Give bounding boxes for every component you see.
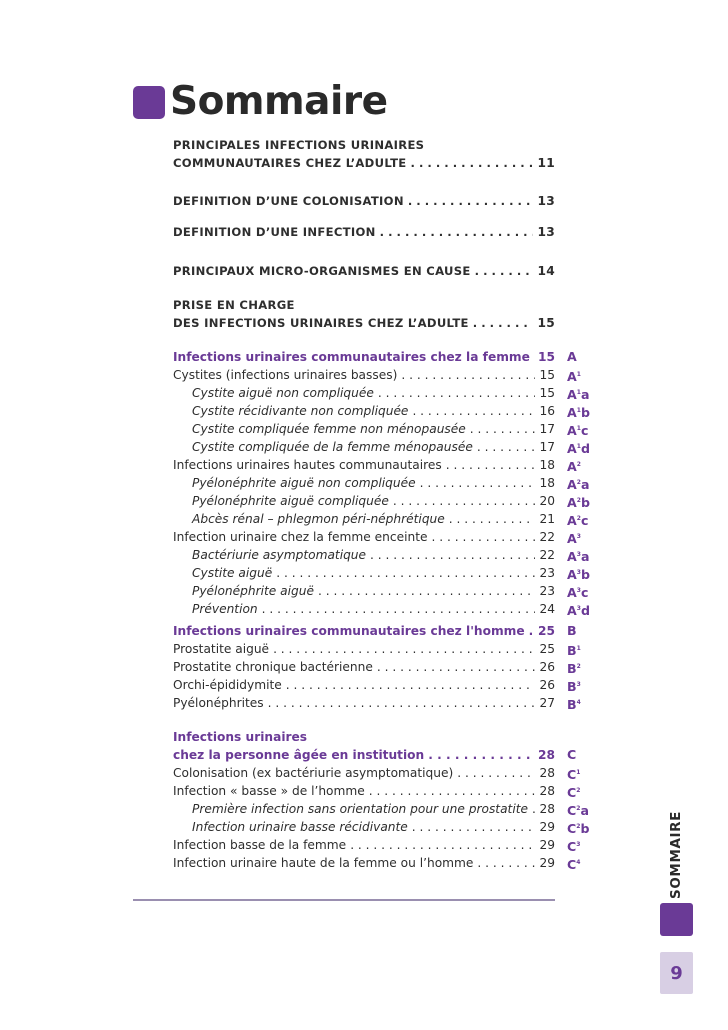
section-code-letter: C xyxy=(567,747,577,762)
section-code xyxy=(567,348,577,366)
section-code-number: 2 xyxy=(576,497,581,504)
toc-entry-title: DEFINITION D’UNE COLONISATION xyxy=(173,194,404,208)
section-code xyxy=(567,782,580,802)
section-code-letter: B xyxy=(567,679,577,694)
toc-entry-page: 18 xyxy=(539,458,555,472)
section-code-suffix: d xyxy=(580,441,590,456)
toc-leader-dots xyxy=(370,546,535,564)
section-code-number: 3 xyxy=(576,569,581,576)
section-code-letter: B xyxy=(567,697,577,712)
toc-leader-dots xyxy=(449,510,536,528)
section-code xyxy=(567,640,581,660)
toc-entry-page: 15 xyxy=(539,368,555,382)
toc-entry xyxy=(173,600,555,618)
toc-leader-dots xyxy=(420,474,536,492)
toc-entry xyxy=(173,676,555,694)
toc-entry-title: Pyélonéphrite aiguë non compliquée xyxy=(192,476,416,490)
section-code-number: 3 xyxy=(576,533,581,540)
section-code-suffix: a xyxy=(580,549,590,564)
toc-entry-title: Pyélonéphrite aiguë compliquée xyxy=(192,494,389,508)
toc-entry xyxy=(173,782,555,800)
toc-leader-dots xyxy=(477,438,536,456)
section-code-letter: A xyxy=(567,441,577,456)
section-code xyxy=(567,676,581,696)
toc-leader-dots xyxy=(473,314,534,332)
toc-entry-page: 17 xyxy=(539,440,555,454)
toc-leader-dots xyxy=(369,782,536,800)
toc-entry-page: 15 xyxy=(538,350,555,364)
section-code-number: 2 xyxy=(576,663,581,670)
toc-entry xyxy=(173,818,555,836)
section-code-number: 1 xyxy=(576,769,581,776)
toc-entry-title: Prévention xyxy=(192,602,258,616)
toc-entry xyxy=(173,384,555,402)
section-code xyxy=(567,492,590,512)
toc-entry xyxy=(173,223,555,241)
toc-entry-page: 20 xyxy=(539,494,555,508)
toc-leader-dots xyxy=(378,384,536,402)
toc-entry xyxy=(173,420,555,438)
section-code-number: 3 xyxy=(576,605,581,612)
side-label: SOMMAIRE xyxy=(668,811,684,899)
section-code-number: 3 xyxy=(576,587,581,594)
toc-entry-title: Infections urinaires communautaires chez la femme xyxy=(173,350,530,364)
section-code-suffix: b xyxy=(580,567,590,582)
section-code xyxy=(567,546,589,566)
section-code-number: 1 xyxy=(576,443,581,450)
toc-leader-dots xyxy=(268,694,536,712)
toc-entry xyxy=(173,800,555,818)
toc-leader-dots xyxy=(262,600,536,618)
section-code xyxy=(567,384,589,404)
section-code-letter: A xyxy=(567,603,577,618)
toc-entry-title: COMMUNAUTAIRES CHEZ L’ADULTE xyxy=(173,156,407,170)
section-code xyxy=(567,438,590,458)
toc-entry xyxy=(173,492,555,510)
toc-leader-dots xyxy=(475,262,534,280)
toc-entry xyxy=(173,728,555,746)
section-code-number: 2 xyxy=(576,515,581,522)
section-code-suffix: a xyxy=(580,803,589,818)
toc-leader-dots xyxy=(446,456,536,474)
toc-entry-page: 25 xyxy=(539,642,555,656)
toc-entry xyxy=(173,564,555,582)
toc-entry-title: chez la personne âgée en institution xyxy=(173,748,425,762)
toc-entry xyxy=(173,622,555,640)
toc-leader-dots xyxy=(411,154,534,172)
toc-entry-page: 18 xyxy=(539,476,555,490)
section-code-letter: A xyxy=(567,387,577,402)
title-square-icon xyxy=(133,86,165,119)
toc-entry xyxy=(173,746,555,764)
section-code-suffix: c xyxy=(580,423,589,438)
toc-leader-dots xyxy=(412,402,535,420)
toc-entry-title: Infections urinaires communautaires chez l'homme xyxy=(173,624,525,638)
toc-leader-dots xyxy=(529,622,534,640)
section-code-letter: C xyxy=(567,767,577,782)
section-code-letter: A xyxy=(567,369,577,384)
toc-entry xyxy=(173,438,555,456)
section-code-letter: A xyxy=(567,459,577,474)
page-number-box xyxy=(660,952,693,994)
section-code-number: 4 xyxy=(576,859,581,866)
section-code-suffix: b xyxy=(580,405,590,420)
section-code xyxy=(567,600,590,620)
section-code xyxy=(567,528,581,548)
toc-entry-page: 13 xyxy=(537,194,555,208)
toc-entry-page: 14 xyxy=(537,264,555,278)
toc-entry-page: 22 xyxy=(539,548,555,562)
toc-entry-page: 15 xyxy=(539,386,555,400)
toc-entry-title: Prostatite chronique bactérienne xyxy=(173,660,373,674)
toc-entry xyxy=(173,402,555,420)
toc-entry-title: Bactériurie asymptomatique xyxy=(192,548,367,562)
toc-entry xyxy=(173,192,555,210)
section-code-suffix: c xyxy=(580,513,589,528)
toc-leader-dots xyxy=(377,658,536,676)
toc-leader-dots xyxy=(380,223,534,241)
toc-entry xyxy=(173,296,555,314)
section-code-suffix: a xyxy=(580,387,590,402)
section-code xyxy=(567,366,581,386)
toc-leader-dots xyxy=(477,854,535,872)
toc-entry-title: Cystite compliquée femme non ménopausée xyxy=(192,422,466,436)
section-code-letter: A xyxy=(567,585,577,600)
toc-entry-page: 28 xyxy=(538,748,555,762)
toc-entry-page: 29 xyxy=(539,820,555,834)
toc-entry xyxy=(173,658,555,676)
toc-entry-title: DEFINITION D’UNE INFECTION xyxy=(173,225,376,239)
section-code xyxy=(567,800,589,820)
toc-entry-page: 27 xyxy=(539,696,555,710)
section-code-letter: C xyxy=(567,857,577,872)
toc-entry-title: Cystite récidivante non compliquée xyxy=(192,404,409,418)
section-code xyxy=(567,474,589,494)
toc-entry-page: 21 xyxy=(539,512,555,526)
toc-entry-page: 17 xyxy=(539,422,555,436)
section-code xyxy=(567,582,588,602)
section-code-letter: A xyxy=(567,423,577,438)
section-code-number: 2 xyxy=(576,787,581,794)
section-code-suffix: c xyxy=(580,585,589,600)
toc-leader-dots xyxy=(470,420,536,438)
toc-leader-dots xyxy=(532,800,535,818)
toc-entry xyxy=(173,528,555,546)
section-code xyxy=(567,836,580,856)
toc-entry-title: Pyélonéphrites xyxy=(173,696,264,710)
toc-entry-page: 22 xyxy=(539,530,555,544)
bottom-rule xyxy=(133,899,555,901)
section-code-suffix: b xyxy=(580,495,590,510)
toc-entry xyxy=(173,640,555,658)
section-code-number: 1 xyxy=(576,371,581,378)
toc-entry-title: Cystites (infections urinaires basses) xyxy=(173,368,398,382)
section-code xyxy=(567,818,589,838)
page-number: 9 xyxy=(670,962,683,984)
section-code-letter: A xyxy=(567,531,577,546)
side-square-icon xyxy=(660,903,693,936)
section-code-number: 1 xyxy=(576,389,581,396)
section-code-number: 2 xyxy=(576,461,581,468)
section-code-letter: C xyxy=(567,803,577,818)
toc-entry-page: 24 xyxy=(539,602,555,616)
toc-leader-dots xyxy=(393,492,536,510)
section-code-number: 3 xyxy=(576,681,581,688)
section-code-letter: A xyxy=(567,495,577,510)
section-code-number: 2 xyxy=(576,479,581,486)
toc-leader-dots xyxy=(412,818,536,836)
toc-entry xyxy=(173,314,555,332)
toc-leader-dots xyxy=(286,676,536,694)
section-code-letter: C xyxy=(567,821,577,836)
toc-entry-title: Infection « basse » de l’homme xyxy=(173,784,365,798)
toc-entry xyxy=(173,854,555,872)
toc-entry-title: Abcès rénal – phlegmon péri-néphrétique xyxy=(192,512,445,526)
section-code xyxy=(567,510,588,530)
toc-entry xyxy=(173,136,555,154)
toc-entry-page: 13 xyxy=(537,225,555,239)
section-code-letter: C xyxy=(567,785,577,800)
toc-entry-page: 16 xyxy=(539,404,555,418)
toc-entry xyxy=(173,456,555,474)
toc-entry-title: Cystite compliquée de la femme ménopausée xyxy=(192,440,473,454)
toc-entry xyxy=(173,764,555,782)
section-code xyxy=(567,420,588,440)
toc-entry-title: Infection urinaire chez la femme enceinte xyxy=(173,530,428,544)
section-code-letter: A xyxy=(567,567,577,582)
section-code-number: 1 xyxy=(576,425,581,432)
toc-entry xyxy=(173,154,555,172)
toc-entry-page: 25 xyxy=(538,624,555,638)
toc-leader-dots xyxy=(401,366,535,384)
section-code xyxy=(567,658,581,678)
toc-entry-title: PRINCIPAUX MICRO-ORGANISMES EN CAUSE xyxy=(173,264,471,278)
section-code-suffix: d xyxy=(580,603,590,618)
toc-leader-dots xyxy=(318,582,536,600)
section-code xyxy=(567,456,581,476)
toc-entry-title: Orchi-épididymite xyxy=(173,678,282,692)
section-code-number: 4 xyxy=(576,699,581,706)
toc-entry-title: Infection urinaire haute de la femme ou l’homme xyxy=(173,856,474,870)
toc-leader-dots xyxy=(457,764,535,782)
section-code-number: 3 xyxy=(576,551,581,558)
section-code xyxy=(567,746,576,764)
toc-entry-title: PRINCIPALES INFECTIONS URINAIRES xyxy=(173,138,425,152)
toc-entry xyxy=(173,262,555,280)
section-code-number: 1 xyxy=(576,407,581,414)
section-code xyxy=(567,854,580,874)
toc-entry-page: 29 xyxy=(539,838,555,852)
toc-entry-page: 28 xyxy=(539,766,555,780)
toc-entry-page: 28 xyxy=(539,802,555,816)
section-code-letter: B xyxy=(567,661,577,676)
section-code-letter: A xyxy=(567,477,577,492)
section-code xyxy=(567,402,590,422)
section-code-letter: A xyxy=(567,549,577,564)
page-title: Sommaire xyxy=(170,79,388,124)
section-code-number: 3 xyxy=(576,841,581,848)
toc-entry-page: 29 xyxy=(539,856,555,870)
side-tab xyxy=(662,811,690,899)
section-code-number: 2 xyxy=(576,823,581,830)
section-code-number: 1 xyxy=(576,645,581,652)
toc-leader-dots xyxy=(273,640,535,658)
toc-entry-title: Première infection sans orientation pour une prostatite xyxy=(192,802,528,816)
section-code-letter: A xyxy=(567,349,577,364)
section-code-suffix: a xyxy=(580,477,590,492)
toc-leader-dots xyxy=(408,192,534,210)
toc-entry xyxy=(173,510,555,528)
toc-entry-page: 26 xyxy=(539,678,555,692)
section-code xyxy=(567,622,577,640)
toc-entry-title: Infections urinaires hautes communautaires xyxy=(173,458,442,472)
toc-entry-title: Cystite aiguë non compliquée xyxy=(192,386,374,400)
section-code xyxy=(567,564,590,584)
toc-leader-dots xyxy=(350,836,535,854)
section-code-suffix: b xyxy=(580,821,590,836)
toc-leader-dots xyxy=(431,528,535,546)
toc-entry xyxy=(173,694,555,712)
toc-entry-title: DES INFECTIONS URINAIRES CHEZ L’ADULTE xyxy=(173,316,469,330)
toc-entry-page: 15 xyxy=(537,316,555,330)
section-code xyxy=(567,694,581,714)
toc-entry-title: Colonisation (ex bactériurie asymptomatique) xyxy=(173,766,454,780)
toc-entry xyxy=(173,582,555,600)
toc-entry xyxy=(173,474,555,492)
toc-leader-dots xyxy=(276,564,535,582)
toc-entry-title: Infection basse de la femme xyxy=(173,838,347,852)
toc-entry-page: 23 xyxy=(539,584,555,598)
section-code-letter: C xyxy=(567,839,577,854)
toc-entry-title: Cystite aiguë xyxy=(192,566,273,580)
toc-entry-title: Infections urinaires xyxy=(173,730,308,744)
section-code-letter: B xyxy=(567,623,577,638)
toc-entry-title: Pyélonéphrite aiguë xyxy=(192,584,314,598)
toc-entry-title: Prostatite aiguë xyxy=(173,642,270,656)
toc-entry-page: 26 xyxy=(539,660,555,674)
toc-entry xyxy=(173,836,555,854)
toc-entry-page: 11 xyxy=(537,156,555,170)
section-code xyxy=(567,764,580,784)
toc-entry xyxy=(173,546,555,564)
section-code-letter: B xyxy=(567,643,577,658)
toc-entry xyxy=(173,348,555,366)
toc-entry-page: 28 xyxy=(539,784,555,798)
toc-leader-dots xyxy=(428,746,534,764)
toc-entry-title: PRISE EN CHARGE xyxy=(173,298,295,312)
section-code-number: 2 xyxy=(576,805,581,812)
toc-entry-page: 23 xyxy=(539,566,555,580)
toc-entry-title: Infection urinaire basse récidivante xyxy=(192,820,408,834)
section-code-letter: A xyxy=(567,513,577,528)
section-code-letter: A xyxy=(567,405,577,420)
toc-entry xyxy=(173,366,555,384)
